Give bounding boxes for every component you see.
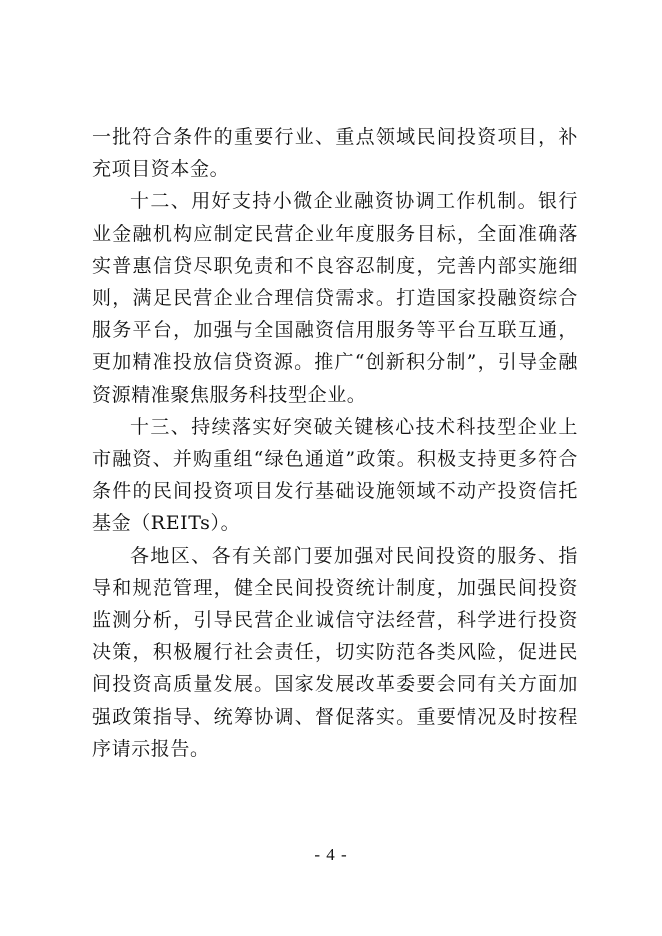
paragraph-item-12: 十二、用好支持小微企业融资协调工作机制。银行业金融机构应制定民营企业年度服务目标，全面准确落实普惠信贷尽职免责和不良容忍制度，完善内部实施细则，满足民营企业合理信贷需求。打造国家投融资综合服务平台，加强与全国融资信用服务等平台互联互通，更加精准投放信贷资源。推广“创新积分制”，引导金融资源精准聚焦服务科技型企业。 (92, 190, 578, 406)
paragraph-item-13: 十三、持续落实好突破关键核心技术科技型企业上市融资、并购重组“绿色通道”政策。积极支持更多符合条件的民间投资项目发行基础设施领域不动产投资信托基金（REITs）。 (92, 415, 578, 535)
page-number: - 4 - (314, 845, 348, 864)
document-body (92, 121, 578, 765)
paragraph-closing: 各地区、各有关部门要加强对民间投资的服务、指导和规范管理，健全民间投资统计制度，加强民间投资监测分析，引导民营企业诚信守法经营，科学进行投资决策，积极履行社会责任，切实防范各类风险，促进民间投资高质量发展。国家发展改革委要会同有关方面加强政策指导、统筹协调、督促落实。重要情况及时按程序请示报告。 (92, 544, 578, 760)
paragraph-continuation: 一批符合条件的重要行业、重点领域民间投资项目，补充项目资本金。 (92, 126, 578, 181)
